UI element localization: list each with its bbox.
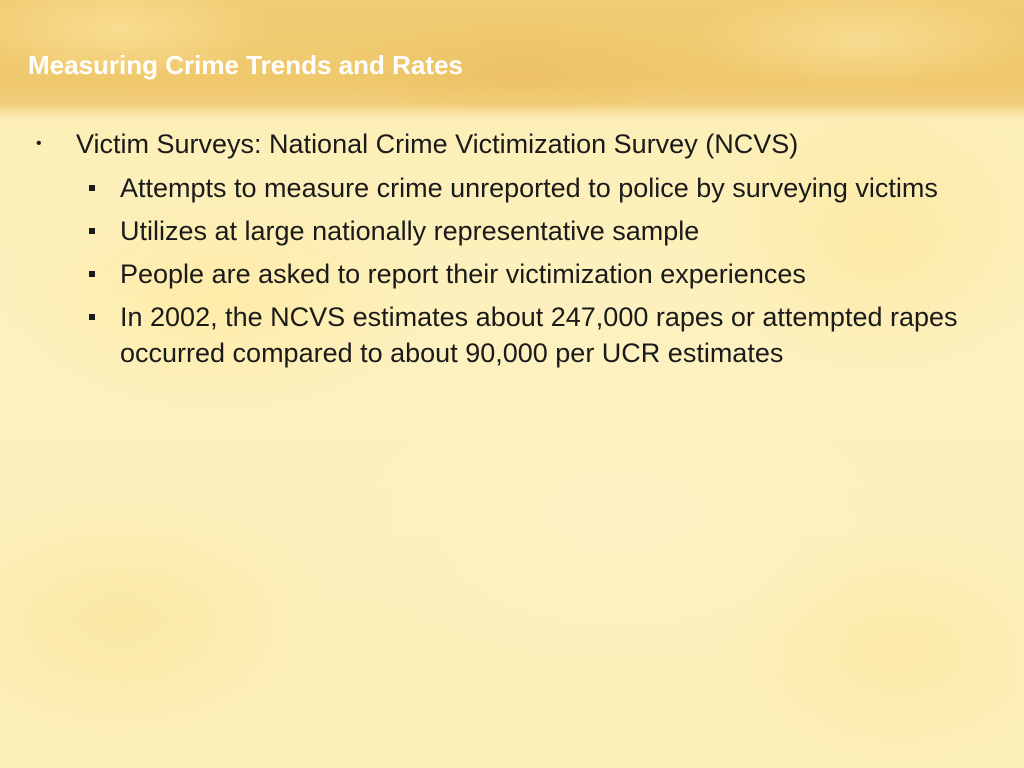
square-bullet-icon [89, 185, 95, 191]
sub-bullet-item [0, 213, 1024, 249]
round-bullet-icon: • [36, 135, 42, 152]
sub-bullet-text: Utilizes at large nationally representative sample [120, 216, 700, 246]
main-bullet-text: Victim Surveys: National Crime Victimization Survey (NCVS) [76, 129, 799, 159]
square-bullet-icon [89, 271, 95, 277]
title-bar [0, 0, 1024, 118]
sub-bullet-item [0, 170, 1024, 206]
sub-bullet-text: Attempts to measure crime unreported to police by surveying victims [120, 173, 938, 203]
slide-title: Measuring Crime Trends and Rates [28, 50, 463, 80]
sub-bullet-text: In 2002, the NCVS estimates about 247,000 rapes or attempted rapes occurred compared to about 90,000 per UCR estimates [120, 302, 958, 368]
square-bullet-icon [89, 228, 95, 234]
sub-bullet-item [0, 256, 1024, 292]
main-bullet-item [0, 126, 1024, 162]
slide-content [0, 126, 1024, 378]
sub-bullet-list [0, 170, 1024, 371]
sub-bullet-item [0, 299, 1024, 371]
sub-bullet-text: People are asked to report their victimization experiences [120, 259, 806, 289]
square-bullet-icon [89, 314, 95, 320]
